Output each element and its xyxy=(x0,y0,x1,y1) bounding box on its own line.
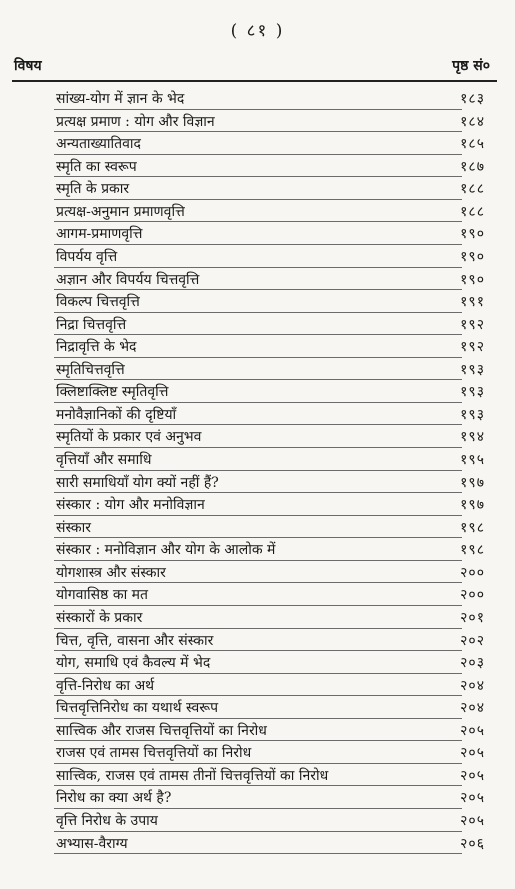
toc-entry-page: २०५ xyxy=(460,790,485,807)
toc-entry-page: १९४ xyxy=(460,429,485,446)
toc-entry-topic: आगम-प्रमाणवृत्ति xyxy=(56,226,143,243)
toc-entry-topic: सांख्य-योग में ज्ञान के भेद xyxy=(56,91,185,107)
toc-entry xyxy=(0,607,515,630)
toc-entry-page: २०४ xyxy=(460,700,485,717)
toc-entry-topic: राजस एवं तामस चित्तवृत्तियों का निरोध xyxy=(56,745,252,762)
row-divider xyxy=(54,334,462,335)
toc-entry-page: १९३ xyxy=(460,361,485,378)
toc-entry xyxy=(0,810,515,833)
row-divider xyxy=(54,154,462,155)
toc-entry-page: १९० xyxy=(460,271,485,288)
toc-entry-topic: निद्रावृत्ति के भेद xyxy=(56,339,137,356)
toc-entry-topic: चित्त, वृत्ति, वासना और संस्कार xyxy=(56,632,214,649)
row-divider xyxy=(54,379,462,380)
row-divider xyxy=(54,831,462,832)
toc-entry-topic: स्मृति के प्रकार xyxy=(56,181,130,198)
toc-entry-page: २०५ xyxy=(460,745,485,762)
toc-entry-page: १९१ xyxy=(460,294,485,311)
toc-entry-topic: संस्कार : योग और मनोविज्ञान xyxy=(56,497,205,514)
toc-entry xyxy=(0,133,515,156)
toc-entry-page: १८७ xyxy=(460,158,485,175)
toc-entry xyxy=(0,652,515,675)
row-divider xyxy=(54,695,462,696)
toc-entry xyxy=(0,404,515,427)
toc-entry-topic: चित्तवृत्तिनिरोध का यथार्थ स्वरूप xyxy=(56,700,219,717)
toc-entry xyxy=(0,675,515,698)
toc-entry-page: २०० xyxy=(460,564,485,581)
toc-entry-topic: विकल्प चित्तवृत्ति xyxy=(56,294,140,311)
toc-entry-topic: अज्ञान और विपर्यय चित्तवृत्ति xyxy=(56,271,200,288)
toc-entry-page: २०५ xyxy=(460,813,485,829)
toc-entry-topic: संस्कारों के प्रकार xyxy=(56,609,143,626)
toc-entry-page: १९८ xyxy=(460,519,485,536)
row-divider xyxy=(54,582,462,583)
toc-entry xyxy=(0,291,515,314)
toc-entry xyxy=(0,720,515,743)
toc-entry-page: १९५ xyxy=(460,452,485,468)
toc-entry xyxy=(0,111,515,134)
row-divider xyxy=(54,740,462,741)
toc-entry xyxy=(0,539,515,562)
toc-entry-topic: मनोवैज्ञानिकों की दृष्टियाँ xyxy=(56,406,177,423)
toc-entry xyxy=(0,359,515,382)
toc-entry-topic: वृत्ति निरोध के उपाय xyxy=(56,813,158,829)
toc-entry xyxy=(0,201,515,224)
table-of-contents xyxy=(0,88,515,855)
row-divider xyxy=(54,357,462,358)
toc-entry-page: १८४ xyxy=(460,113,485,130)
toc-entry-page: १९० xyxy=(460,226,485,243)
toc-entry-page: १९३ xyxy=(460,384,485,401)
page-number: ( ८१ ) xyxy=(230,21,285,41)
toc-entry-topic: स्मृति का स्वरूप xyxy=(56,158,137,175)
row-divider xyxy=(54,853,462,854)
toc-entry-page: १८८ xyxy=(460,181,485,198)
toc-entry-page: १९० xyxy=(460,248,485,265)
row-divider xyxy=(54,718,462,719)
toc-entry-page: १९७ xyxy=(460,497,485,514)
toc-entry-topic: योग, समाधि एवं कैवल्य में भेद xyxy=(56,655,211,672)
toc-entry xyxy=(0,426,515,449)
row-divider xyxy=(54,560,462,561)
row-divider xyxy=(54,424,462,425)
row-divider xyxy=(54,199,462,200)
toc-entry-page: १९२ xyxy=(460,316,485,333)
toc-entry-topic: विपर्यय वृत्ति xyxy=(56,248,118,265)
header-divider xyxy=(12,80,497,82)
row-divider xyxy=(54,447,462,448)
subject-column-heading: विषय xyxy=(14,58,42,74)
row-divider xyxy=(54,515,462,516)
page-column-heading: पृष्ठ सं० xyxy=(452,58,490,74)
toc-entry-topic: स्मृतियों के प्रकार एवं अनुभव xyxy=(56,429,202,446)
toc-entry xyxy=(0,449,515,472)
toc-entry xyxy=(0,314,515,337)
toc-entry xyxy=(0,494,515,517)
row-divider xyxy=(54,221,462,222)
row-divider xyxy=(54,492,462,493)
toc-entry-topic: प्रत्यक्ष प्रमाण : योग और विज्ञान xyxy=(56,113,215,130)
toc-entry xyxy=(0,88,515,111)
row-divider xyxy=(54,470,462,471)
toc-entry-page: १८८ xyxy=(460,203,485,220)
row-divider xyxy=(54,244,462,245)
toc-entry-page: २०१ xyxy=(460,609,485,626)
toc-entry xyxy=(0,178,515,201)
toc-entry-page: २०२ xyxy=(460,632,485,649)
toc-entry-topic: वृत्तियाँ और समाधि xyxy=(56,452,152,468)
toc-entry-page: २०३ xyxy=(460,655,485,672)
toc-entry-page: १८३ xyxy=(460,91,485,107)
toc-entry xyxy=(0,787,515,810)
toc-entry-page: १८५ xyxy=(460,136,485,153)
toc-entry-page: २०६ xyxy=(460,835,485,852)
row-divider xyxy=(54,312,462,313)
toc-entry-page: १९८ xyxy=(460,542,485,559)
toc-entry xyxy=(0,833,515,856)
row-divider xyxy=(54,605,462,606)
toc-entry-topic: क्लिष्टाक्लिष्ट स्मृतिवृत्ति xyxy=(56,384,169,401)
row-divider xyxy=(54,131,462,132)
toc-entry xyxy=(0,381,515,404)
toc-entry-page: २०५ xyxy=(460,767,485,784)
toc-entry-topic: संस्कार xyxy=(56,519,92,536)
row-divider xyxy=(54,628,462,629)
toc-entry-topic: सारी समाधियाँ योग क्यों नहीं हैं? xyxy=(56,474,219,491)
toc-entry xyxy=(0,517,515,540)
toc-entry-topic: अन्यताख्यातिवाद xyxy=(56,136,141,153)
toc-entry xyxy=(0,269,515,292)
toc-entry xyxy=(0,697,515,720)
toc-entry xyxy=(0,336,515,359)
toc-entry xyxy=(0,246,515,269)
toc-entry xyxy=(0,156,515,179)
row-divider xyxy=(54,289,462,290)
toc-entry-topic: सात्त्विक, राजस एवं तामस तीनों चित्तवृत्तियों का निरोध xyxy=(56,767,329,784)
toc-entry-page: १९३ xyxy=(460,406,485,423)
row-divider xyxy=(54,763,462,764)
toc-entry-page: २०४ xyxy=(460,677,485,694)
row-divider xyxy=(54,673,462,674)
toc-entry-topic: प्रत्यक्ष-अनुमान प्रमाणवृत्ति xyxy=(56,203,185,220)
toc-entry-topic: योगवासिष्ठ का मत xyxy=(56,587,149,604)
toc-entry-topic: संस्कार : मनोविज्ञान और योग के आलोक में xyxy=(56,542,276,559)
row-divider xyxy=(54,537,462,538)
toc-entry xyxy=(0,742,515,765)
row-divider xyxy=(54,176,462,177)
toc-entry xyxy=(0,765,515,788)
row-divider xyxy=(54,267,462,268)
toc-entry-page: १९२ xyxy=(460,339,485,356)
toc-entry-topic: निरोध का क्या अर्थ है? xyxy=(56,790,172,807)
row-divider xyxy=(54,402,462,403)
row-divider xyxy=(54,650,462,651)
toc-entry-topic: निद्रा चित्तवृत्ति xyxy=(56,316,127,333)
toc-entry-page: २०५ xyxy=(460,722,485,739)
toc-entry-topic: वृत्ति-निरोध का अर्थ xyxy=(56,677,155,694)
toc-entry xyxy=(0,562,515,585)
row-divider xyxy=(54,808,462,809)
row-divider xyxy=(54,109,462,110)
toc-entry-topic: अभ्यास-वैराग्य xyxy=(56,835,128,852)
toc-header xyxy=(14,56,494,78)
toc-entry xyxy=(0,472,515,495)
toc-entry-topic: स्मृतिचित्तवृत्ति xyxy=(56,361,125,378)
toc-entry xyxy=(0,584,515,607)
toc-entry xyxy=(0,223,515,246)
toc-entry-page: १९७ xyxy=(460,474,485,491)
toc-entry xyxy=(0,630,515,653)
toc-entry-topic: सात्त्विक और राजस चित्तवृत्तियों का निरोध xyxy=(56,722,267,739)
row-divider xyxy=(54,785,462,786)
toc-entry-topic: योगशास्त्र और संस्कार xyxy=(56,564,166,581)
toc-entry-page: २०० xyxy=(460,587,485,604)
